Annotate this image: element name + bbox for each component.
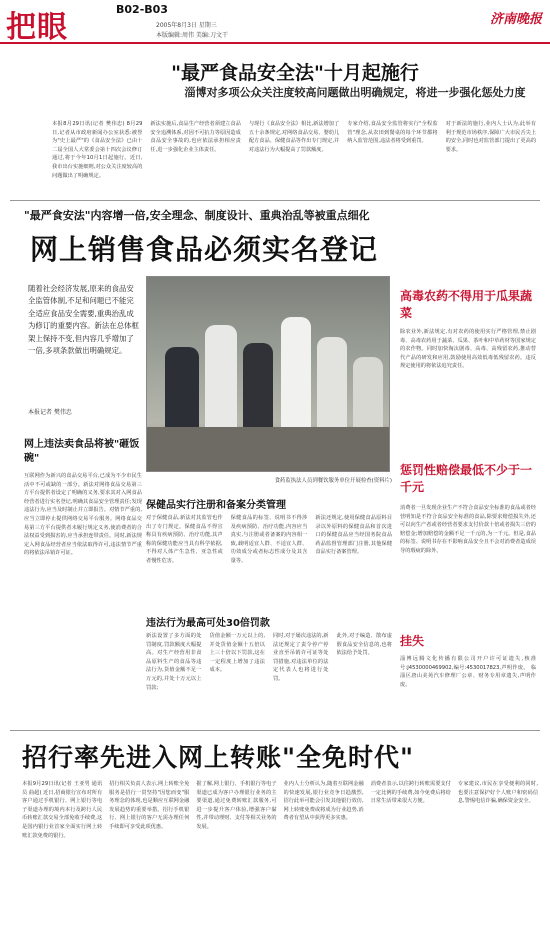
sidebar-right-text: 除农业外,新法规定,有对农药的使用实行严格管理,禁止剧毒、高毒农药用于蔬菜、瓜果、茶叶和中草药材等国家规定的农作物。同时加快淘汰剧毒、高毒、高残留农药,推动替代产品的研发和应用,鼓励使用高效低毒低残留农药。违反规定使用的将依法追究责任。 <box>400 329 536 370</box>
subsection-column: 货值金额一万元以上的,并处货值金额十五倍以上三十倍以下罚款,这在一定程度上增加了违法成本。 <box>209 633 265 674</box>
subsection-column: 保健食品的标签、说明书不得涉及疾病预防、治疗功能,内容应当真实,与注册或者备案的内容相一致,载明适宜人群、不适宜人群、功效成分或者标志性成分及其含量等。 <box>230 515 308 564</box>
subsection-column: 同时,对于屡次违法的,新法还规定了责令停产停业直至吊销许可证等处罚措施,对违法单位的法定代表人也将进行处罚。 <box>273 633 329 682</box>
editor-credits: 本版编辑:周伟 美编:刀文干 <box>156 32 228 39</box>
issue-date: 2005年8月3日 星期三 <box>156 22 217 29</box>
article1-subhead: 淄博对多项公众关注度较高问题做出明确规定，将进一步强化惩处力度 <box>184 86 526 99</box>
section-divider <box>10 200 540 201</box>
notice-text: 淄博远腾文化传播有限公司开户许可证遗失,核准号:J4530000469902,编号:4530017823,声明作废。 临淄区唐山美苑汽车修理厂公章、财务专用章遗失,声明作废。 <box>400 656 536 688</box>
photo-caption: 食药监执法人员到餐饮服务单位开展检查(资料片) <box>274 478 392 484</box>
page-code: B02-B03 <box>116 3 168 16</box>
masthead <box>0 0 550 44</box>
article3-column: 业内人士分析认为,随着互联网金融的快速发展,银行业竞争日趋激烈,招行此举可能会引发其他银行效仿,网上转账免费或将成为行业趋势,消费者有望从中获得更多实惠。 <box>283 781 364 822</box>
article3-column: 招行相关负责人表示,网上转账全免服务是招行一贯坚持"因您而变"服务理念的体现,也是顺应互联网金融发展趋势的重要举措。招行手机银行、网上银行的客户无需办理任何手续即可享受此项优惠。 <box>109 781 190 830</box>
newspaper-brand: 济南晚报 <box>489 12 542 27</box>
subsection-headline: 违法行为最高可处30倍罚款 <box>146 618 270 629</box>
subsection-column: 对于保健食品,新法对其监管也作出了专门规定。保健食品不得宣称具有疾病预防、治疗功能,其声称的保健功能应当具有科学依据,不得对人体产生急性、亚急性或者慢性危害。 <box>146 515 223 564</box>
section-divider <box>10 730 540 731</box>
sidebar-right-headline: 惩罚性赔偿最低不少于一千元 <box>400 463 533 494</box>
article1-headline: "最严食品安全法"十月起施行 <box>171 62 419 84</box>
subsection-headline: 保健品实行注册和备案分类管理 <box>146 500 286 511</box>
section-logo: 把眼 <box>6 10 68 45</box>
article3-headline: 招行率先进入网上转账"全免时代" <box>22 743 415 772</box>
subsection-body <box>146 632 392 726</box>
article1-column: 新法实施后,食品生产经营者须建立食品安全追溯体系,对因不可抗力等原因造成食品安全事故的,也应依法承担相应责任,进一步强化企业主体责任。 <box>150 121 241 153</box>
sidebar-text: 互联网作为新兴的食品交易平台,已成为不少市民生活中不可或缺的一部分。新法对网络食品交易第三方平台提供者设定了明确的义务,要求其对入网食品经营者进行实名登记,明确其食品安全管理责任;发现违法行为,应当及时制止并立即报告。对情节严重的,应当立即停止提供网络交易平台服务。网络食品交易第三方平台提供者未履行规定义务,使消费者的合法权益受到损害的,应当承担连带责任。同时,新法规定入网食品经营者应当依法取得许可,违法情节严重的将依法吊销许可证。 <box>24 473 142 557</box>
subsection-column: 新法设置了多方面的处罚制度,罚款额度大幅提高。对生产经营用非食品原料生产的食品等违法行为,货值金额不足一万元的,并处十万元以上罚款; <box>146 633 202 691</box>
sidebar-headline: 网上违法卖食品将被"砸饭碗" <box>24 439 140 464</box>
subsection-body <box>146 514 392 610</box>
article2-kicker: "最严食安法"内容增一倍,安全理念、制度设计、重典治乱等被重点细化 <box>24 209 370 222</box>
sidebar-right-text: 消费者一旦发现企业生产不符合食品安全标准的食品或者经营明知是不符合食品安全标准的食品,除要求赔偿损失外,还可以向生产者或者经营者要求支付价款十倍或者损失三倍的赔偿金;增加赔偿的金额不足一千元的,为一千元。但是,食品的标签、说明书存在不影响食品安全且不会对消费者造成误导的瑕疵的除外。 <box>400 505 536 554</box>
inspection-photo <box>146 276 390 472</box>
notice-headline: 挂失 <box>400 634 425 648</box>
sidebar-right-headline: 高毒农药不得用于瓜果蔬菜 <box>400 289 533 320</box>
article3-column: 据了解,网上银行、手机银行等电子渠道已成为客户办理银行业务的主要渠道,通过免费转账汇款服务,可进一步提升客户体验,增强客户黏性,并带动理财、支付等相关业务的发展。 <box>196 781 277 830</box>
article3-column: 本报9月29日讯(记者 王亚男 通讯员 曲超) 近日,招商银行宣布对所有客户通过手机银行、网上银行等电子渠道办理的境内本行及跨行人民币转账汇款交易全部免收手续费,这是国内银行业首家全面实行网上转账汇款免费的银行。 <box>22 781 103 839</box>
article3-body <box>22 780 538 920</box>
article3-column: 专家建议,市民在享受便利的同时,也要注意保护好个人账户和密码信息,警惕电信诈骗,确保资金安全。 <box>457 781 539 805</box>
article1-column: 本报8月29日讯(记者 樊伟忠) 8月29日,记者从市政府新闻办公室获悉:被誉为"史上最严"的《食品安全法》已由十二届全国人大常委会第十四次会议修订通过,将于今年10月1日起施行。近日,我市出台实施细则,对公众关注度较高的问题做出了明确规定。 <box>52 121 143 179</box>
article2-byline: 本报记者 樊伟忠 <box>28 409 72 416</box>
article2-lead: 随着社会经济发展,原来的食品安全监管体制,不足和问题已不能完全适应食品安全需要,重典治乱成为修订的重要内容。新法在总体框架上保持不变,但内容几乎增加了一倍,多项条款做出明确规定。 <box>28 284 139 356</box>
article1-column: 对于新法的施行,业内人士认为,此举有利于规范市场秩序,保障广大市民舌尖上的安全,同时也对监管部门提出了更高的要求。 <box>445 121 537 153</box>
article3-column: 消费者表示,以往跨行转账需要支付一定比例的手续费,如今免费后将给日常生活带来很大方便。 <box>370 781 451 805</box>
subsection-column: 新法还规定,使用保健食品原料目录以外原料的保健食品和首次进口的保健食品应当经国务院食品药品监督管理部门注册,其他保健食品实行备案管理。 <box>315 515 393 556</box>
article1-column: 专家介绍,食品安全监管将实行"全程监管"理念,从农田到餐桌的每个环节都将纳入监管范围,违法者将受到重罚。 <box>347 121 438 145</box>
article2-headline: 网上销售食品必须实名登记 <box>30 233 379 266</box>
subsection-column: 此外,对于编造、散布虚假食品安全信息的,也将依法给予处罚。 <box>336 633 392 657</box>
article1-column: 与现行《食品安全法》相比,新法增加了五十余条规定,对网络食品交易、婴幼儿配方食品、保健食品等作出专门规定,并对违法行为大幅提高了罚款额度。 <box>248 121 340 153</box>
